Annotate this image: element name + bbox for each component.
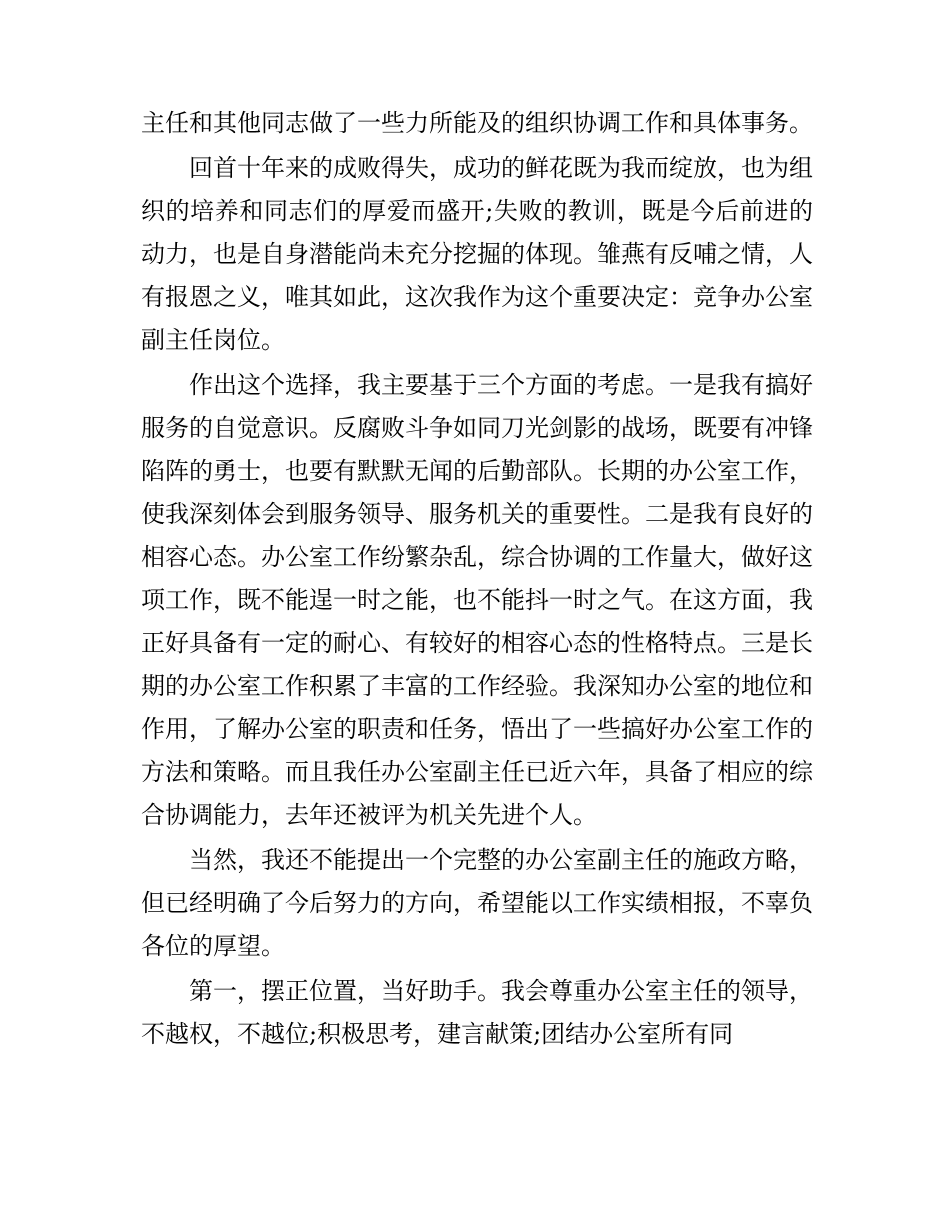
paragraph-continuation: 主任和其他同志做了一些力所能及的组织协调工作和具体事务。 <box>141 109 813 137</box>
paragraph-first-point: 第一，摆正位置，当好助手。我会尊重办公室主任的领导，不越权，不越位;积极思考，建言献策;团结办公室所有同 <box>141 977 813 1048</box>
paragraph-reasons: 作出这个选择，我主要基于三个方面的考虑。一是我有搞好服务的自觉意识。反腐败斗争如同刀光剑影的战场，既要有冲锋陷阵的勇士，也要有默默无闻的后勤部队。长期的办公室工作，使我深刻体会到服务领导、服务机关的重要性。二是我有良好的相容心态。办公室工作纷繁杂乱，综合协调的工作量大，做好这项工作，既不能逞一时之能，也不能抖一时之气。在这方面，我正好具备有一定的耐心、有较好的相容心态的性格特点。三是长期的办公室工作积累了丰富的工作经验。我深知办公室的地位和作用，了解办公室的职责和任务，悟出了一些搞好办公室工作的方法和策略。而且我任办公室副主任已近六年，具备了相应的综合协调能力，去年还被评为机关先进个人。 <box>141 371 813 829</box>
paragraph-direction: 当然，我还不能提出一个完整的办公室副主任的施政方略，但已经明确了今后努力的方向，希望能以工作实绩相报，不辜负各位的厚望。 <box>141 846 813 960</box>
document-body <box>141 102 813 1058</box>
paragraph-reflection: 回首十年来的成败得失，成功的鲜花既为我而绽放，也为组织的培养和同志们的厚爱而盛开;失败的教训，既是今后前进的动力，也是自身潜能尚未充分挖掘的体现。雏燕有反哺之情，人有报恩之义，唯其如此，这次我作为这个重要决定：竞争办公室副主任岗位。 <box>141 154 813 354</box>
